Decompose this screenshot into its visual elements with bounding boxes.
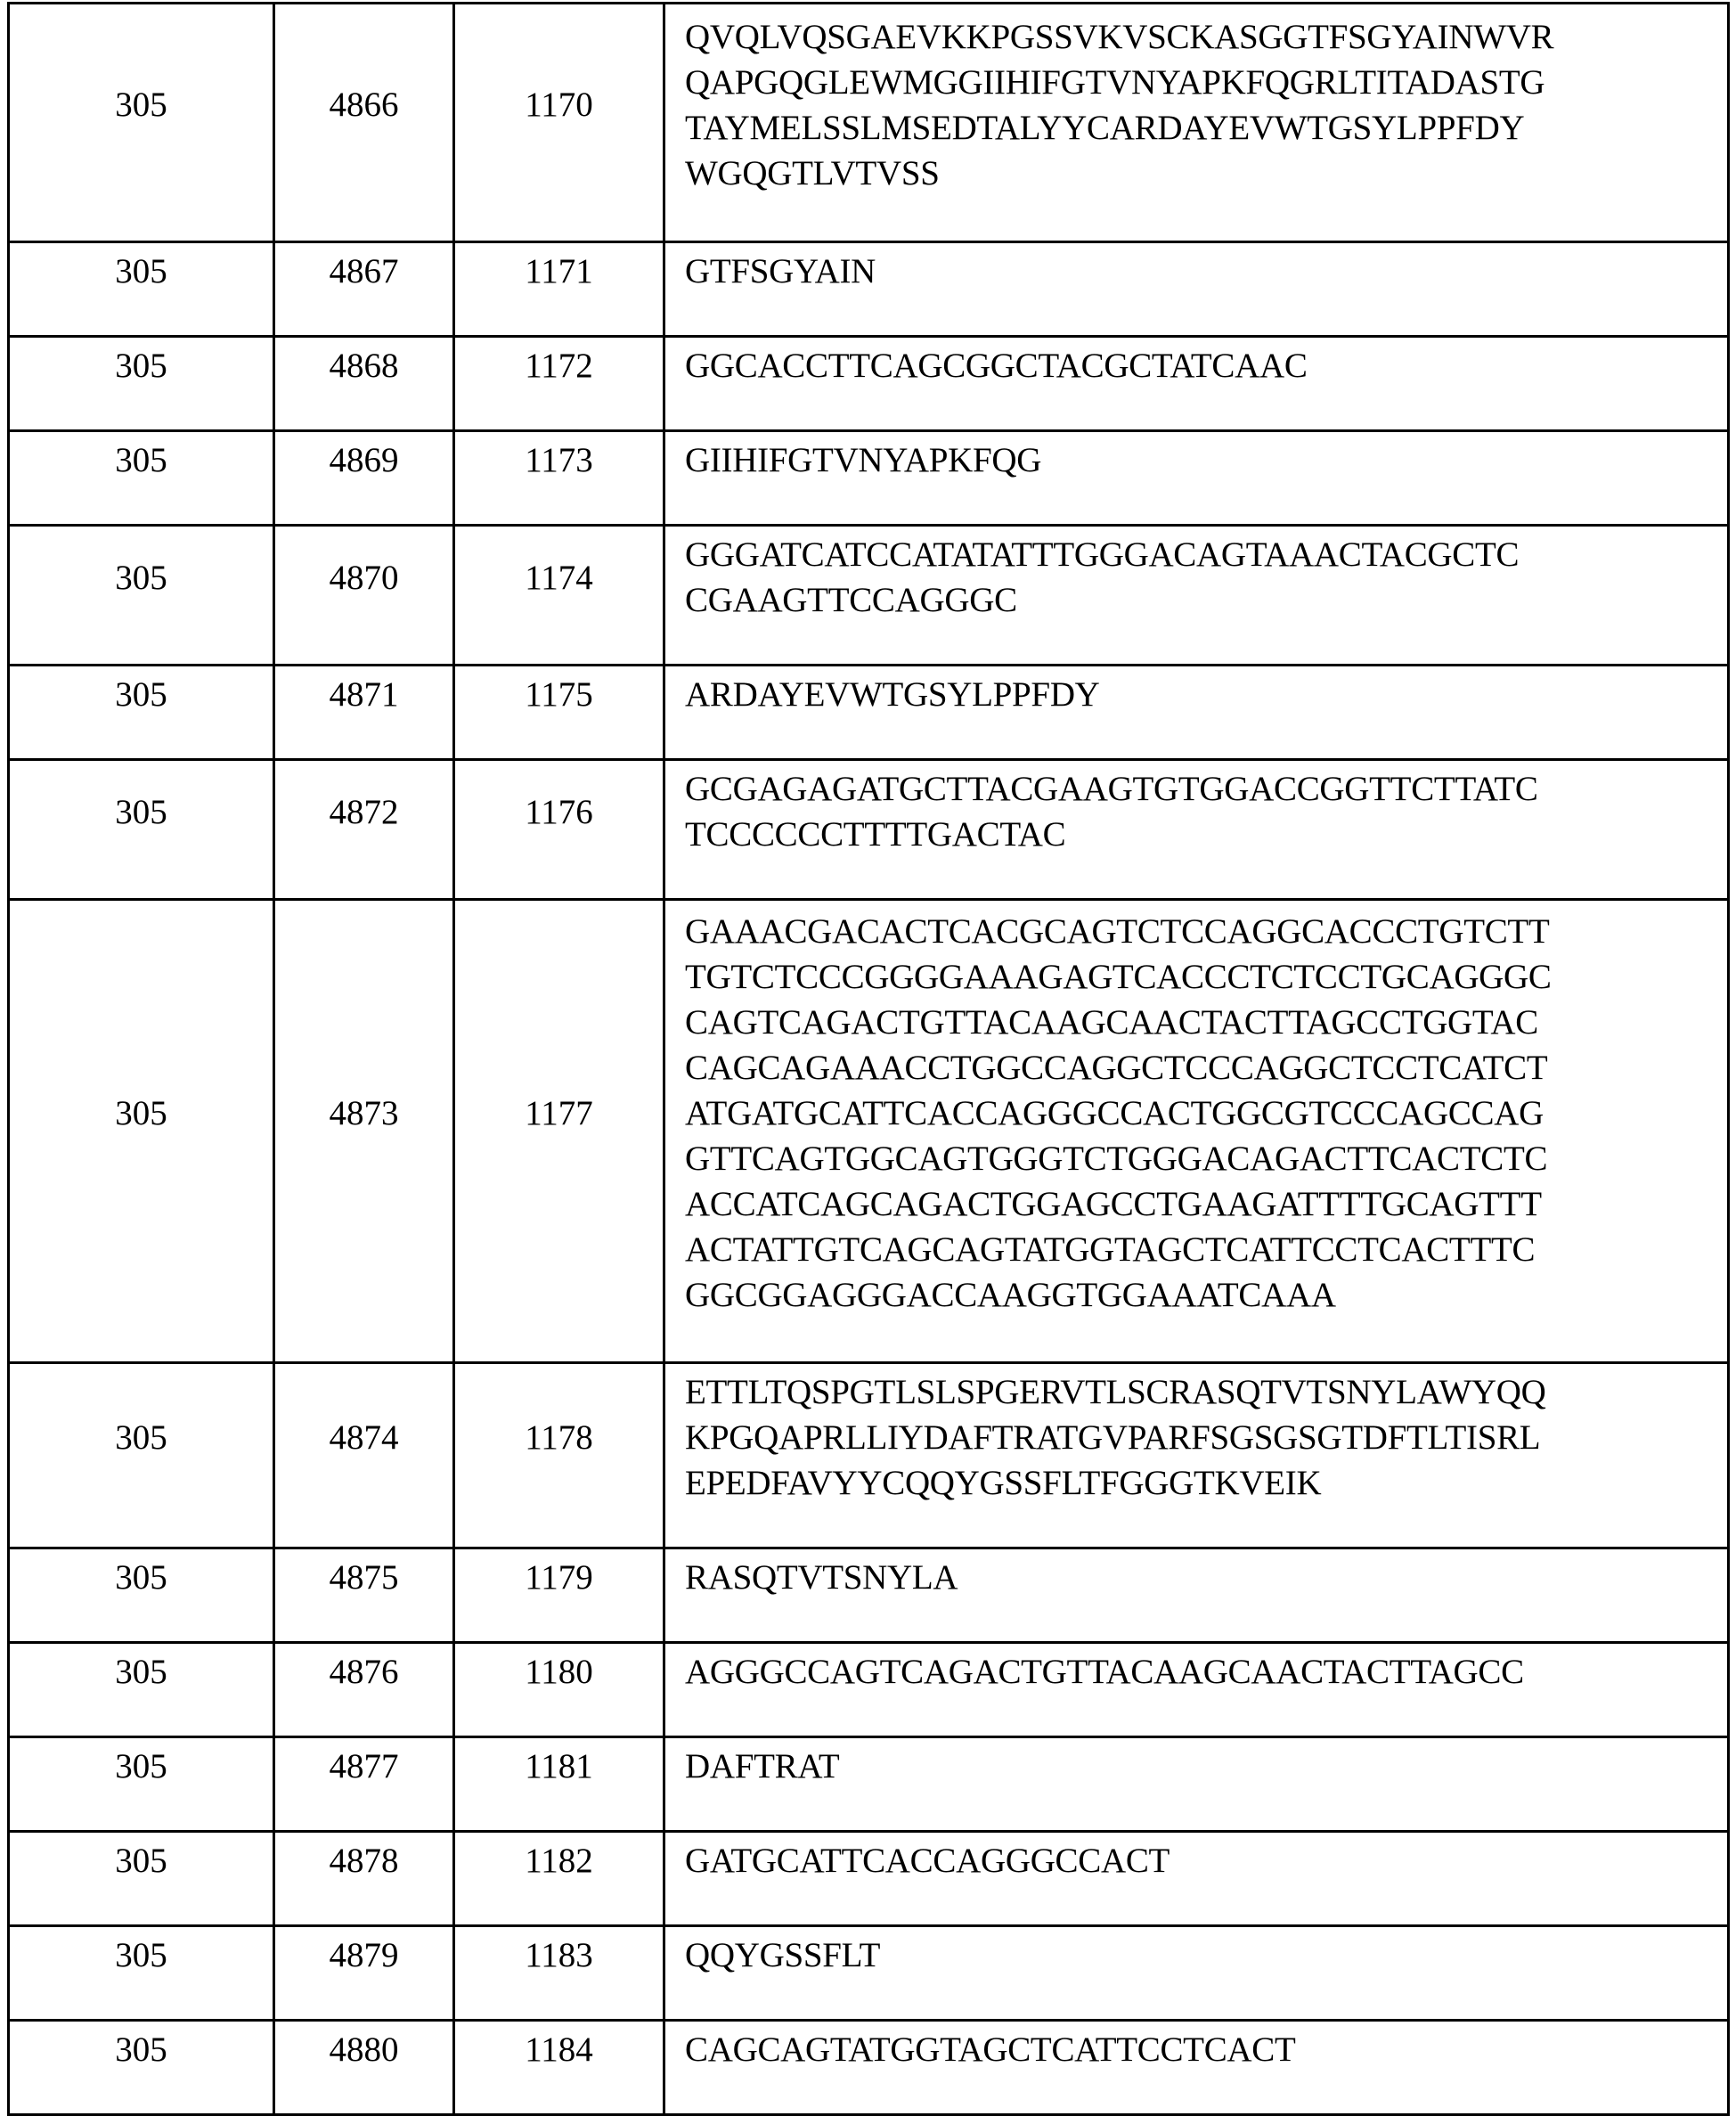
seq-id-cell: 4874	[274, 1363, 454, 1548]
sequence-line: EPEDFAVYYCQQYGSSFLTFGGGTKVEIK	[685, 1460, 1727, 1506]
sequence-line: GGGATCATCCATATATTTGGGACAGTAAACTACGCTC	[685, 532, 1727, 577]
seq-id-cell: 4876	[274, 1643, 454, 1737]
sequence-cell	[664, 760, 1729, 900]
table-row	[9, 1832, 1729, 1926]
seq-id-cell: 4880	[274, 2021, 454, 2115]
seq-id-cell: 4866	[274, 4, 454, 242]
group-id-cell: 305	[9, 2021, 274, 2115]
ref-id-cell: 1170	[454, 4, 664, 242]
sequence-line: GAAACGACACTCACGCAGTCTCCAGGCACCCTGTCTT	[685, 909, 1727, 954]
table-row	[9, 1548, 1729, 1643]
group-id-cell: 305	[9, 900, 274, 1363]
seq-id-cell: 4868	[274, 337, 454, 431]
sequence-line: TGTCTCCCGGGGAAAGAGTCACCCTCTCCTGCAGGGC	[685, 954, 1727, 1000]
seq-id-cell: 4877	[274, 1737, 454, 1832]
sequence-line: CAGCAGTATGGTAGCTCATTCCTCACT	[685, 2027, 1727, 2072]
seq-id-cell: 4879	[274, 1926, 454, 2021]
ref-id-cell: 1182	[454, 1832, 664, 1926]
sequence-line: CAGCAGAAACCTGGCCAGGCTCCCAGGCTCCTCATCT	[685, 1045, 1727, 1091]
sequence-cell	[664, 1737, 1729, 1832]
sequence-cell	[664, 337, 1729, 431]
table-row	[9, 666, 1729, 760]
seq-id-cell: 4870	[274, 526, 454, 666]
sequence-line: ARDAYEVWTGSYLPPFDY	[685, 672, 1727, 717]
seq-id-cell: 4871	[274, 666, 454, 760]
sequence-cell	[664, 1926, 1729, 2021]
group-id-cell: 305	[9, 431, 274, 526]
sequence-line: AGGGCCAGTCAGACTGTTACAAGCAACTACTTAGCC	[685, 1649, 1727, 1695]
ref-id-cell: 1184	[454, 2021, 664, 2115]
ref-id-cell: 1173	[454, 431, 664, 526]
seq-id-cell: 4872	[274, 760, 454, 900]
sequence-cell	[664, 526, 1729, 666]
sequence-line: ATGATGCATTCACCAGGGCCACTGGCGTCCCAGCCAG	[685, 1091, 1727, 1136]
group-id-cell: 305	[9, 1363, 274, 1548]
sequence-line: GGCGGAGGGACCAAGGTGGAAATCAAA	[685, 1272, 1727, 1318]
sequence-line: GATGCATTCACCAGGGCCACT	[685, 1838, 1727, 1883]
sequence-cell	[664, 431, 1729, 526]
sequence-line: DAFTRAT	[685, 1744, 1727, 1789]
sequence-line: TAYMELSSLMSEDTALYYCARDAYEVWTGSYLPPFDY	[685, 105, 1727, 151]
sequence-cell	[664, 1832, 1729, 1926]
table-row	[9, 4, 1729, 242]
group-id-cell: 305	[9, 1548, 274, 1643]
table-row	[9, 1926, 1729, 2021]
seq-id-cell: 4875	[274, 1548, 454, 1643]
sequence-cell	[664, 1643, 1729, 1737]
group-id-cell: 305	[9, 337, 274, 431]
group-id-cell: 305	[9, 1643, 274, 1737]
table-row	[9, 1363, 1729, 1548]
sequence-line: WGQGTLVTVSS	[685, 151, 1727, 196]
ref-id-cell: 1177	[454, 900, 664, 1363]
sequence-line: ETTLTQSPGTLSLSPGERVTLSCRASQTVTSNYLAWYQQ	[685, 1369, 1727, 1415]
seq-id-cell: 4869	[274, 431, 454, 526]
sequence-line: GTTCAGTGGCAGTGGGTCTGGGACAGACTTCACTCTC	[685, 1136, 1727, 1181]
table-row	[9, 526, 1729, 666]
sequence-line: QAPGQGLEWMGGIIHIFGTVNYAPKFQGRLTITADASTG	[685, 60, 1727, 105]
table-row	[9, 760, 1729, 900]
sequence-table	[7, 2, 1730, 2116]
ref-id-cell: 1183	[454, 1926, 664, 2021]
sequence-line: CAGTCAGACTGTTACAAGCAACTACTTAGCCTGGTAC	[685, 1000, 1727, 1045]
sequence-line: ACCATCAGCAGACTGGAGCCTGAAGATTTTGCAGTTT	[685, 1181, 1727, 1227]
sequence-line: GCGAGAGATGCTTACGAAGTGTGGACCGGTTCTTATC	[685, 766, 1727, 812]
group-id-cell: 305	[9, 666, 274, 760]
table-row	[9, 431, 1729, 526]
ref-id-cell: 1171	[454, 242, 664, 337]
ref-id-cell: 1176	[454, 760, 664, 900]
sequence-line: QVQLVQSGAEVKKPGSSVKVSCKASGGTFSGYAINWVR	[685, 14, 1727, 60]
ref-id-cell: 1174	[454, 526, 664, 666]
sequence-line: QQYGSSFLT	[685, 1932, 1727, 1978]
table-row	[9, 337, 1729, 431]
group-id-cell: 305	[9, 242, 274, 337]
group-id-cell: 305	[9, 1926, 274, 2021]
group-id-cell: 305	[9, 1737, 274, 1832]
sequence-cell	[664, 900, 1729, 1363]
ref-id-cell: 1179	[454, 1548, 664, 1643]
seq-id-cell: 4873	[274, 900, 454, 1363]
sequence-line: KPGQAPRLLIYDAFTRATGVPARFSGSGSGTDFTLTISRL	[685, 1415, 1727, 1460]
sequence-cell	[664, 242, 1729, 337]
group-id-cell: 305	[9, 1832, 274, 1926]
sequence-line: RASQTVTSNYLA	[685, 1555, 1727, 1600]
sequence-line: GIIHIFGTVNYAPKFQG	[685, 437, 1727, 483]
seq-id-cell: 4867	[274, 242, 454, 337]
table-row	[9, 1643, 1729, 1737]
group-id-cell: 305	[9, 526, 274, 666]
ref-id-cell: 1172	[454, 337, 664, 431]
ref-id-cell: 1181	[454, 1737, 664, 1832]
table-row	[9, 2021, 1729, 2115]
table-body	[9, 4, 1729, 2115]
table-row	[9, 1737, 1729, 1832]
ref-id-cell: 1180	[454, 1643, 664, 1737]
sequence-line: CGAAGTTCCAGGGC	[685, 577, 1727, 623]
sequence-line: TCCCCCCTTTTGACTAC	[685, 812, 1727, 857]
sequence-line: GTFSGYAIN	[685, 249, 1727, 294]
ref-id-cell: 1178	[454, 1363, 664, 1548]
seq-id-cell: 4878	[274, 1832, 454, 1926]
sequence-cell	[664, 1548, 1729, 1643]
sequence-cell	[664, 666, 1729, 760]
table-row	[9, 900, 1729, 1363]
ref-id-cell: 1175	[454, 666, 664, 760]
table-row	[9, 242, 1729, 337]
sequence-line: GGCACCTTCAGCGGCTACGCTATCAAC	[685, 343, 1727, 388]
sequence-cell	[664, 1363, 1729, 1548]
sequence-cell	[664, 4, 1729, 242]
sequence-line: ACTATTGTCAGCAGTATGGTAGCTCATTCCTCACTTTC	[685, 1227, 1727, 1272]
group-id-cell: 305	[9, 760, 274, 900]
group-id-cell: 305	[9, 4, 274, 242]
sequence-cell	[664, 2021, 1729, 2115]
